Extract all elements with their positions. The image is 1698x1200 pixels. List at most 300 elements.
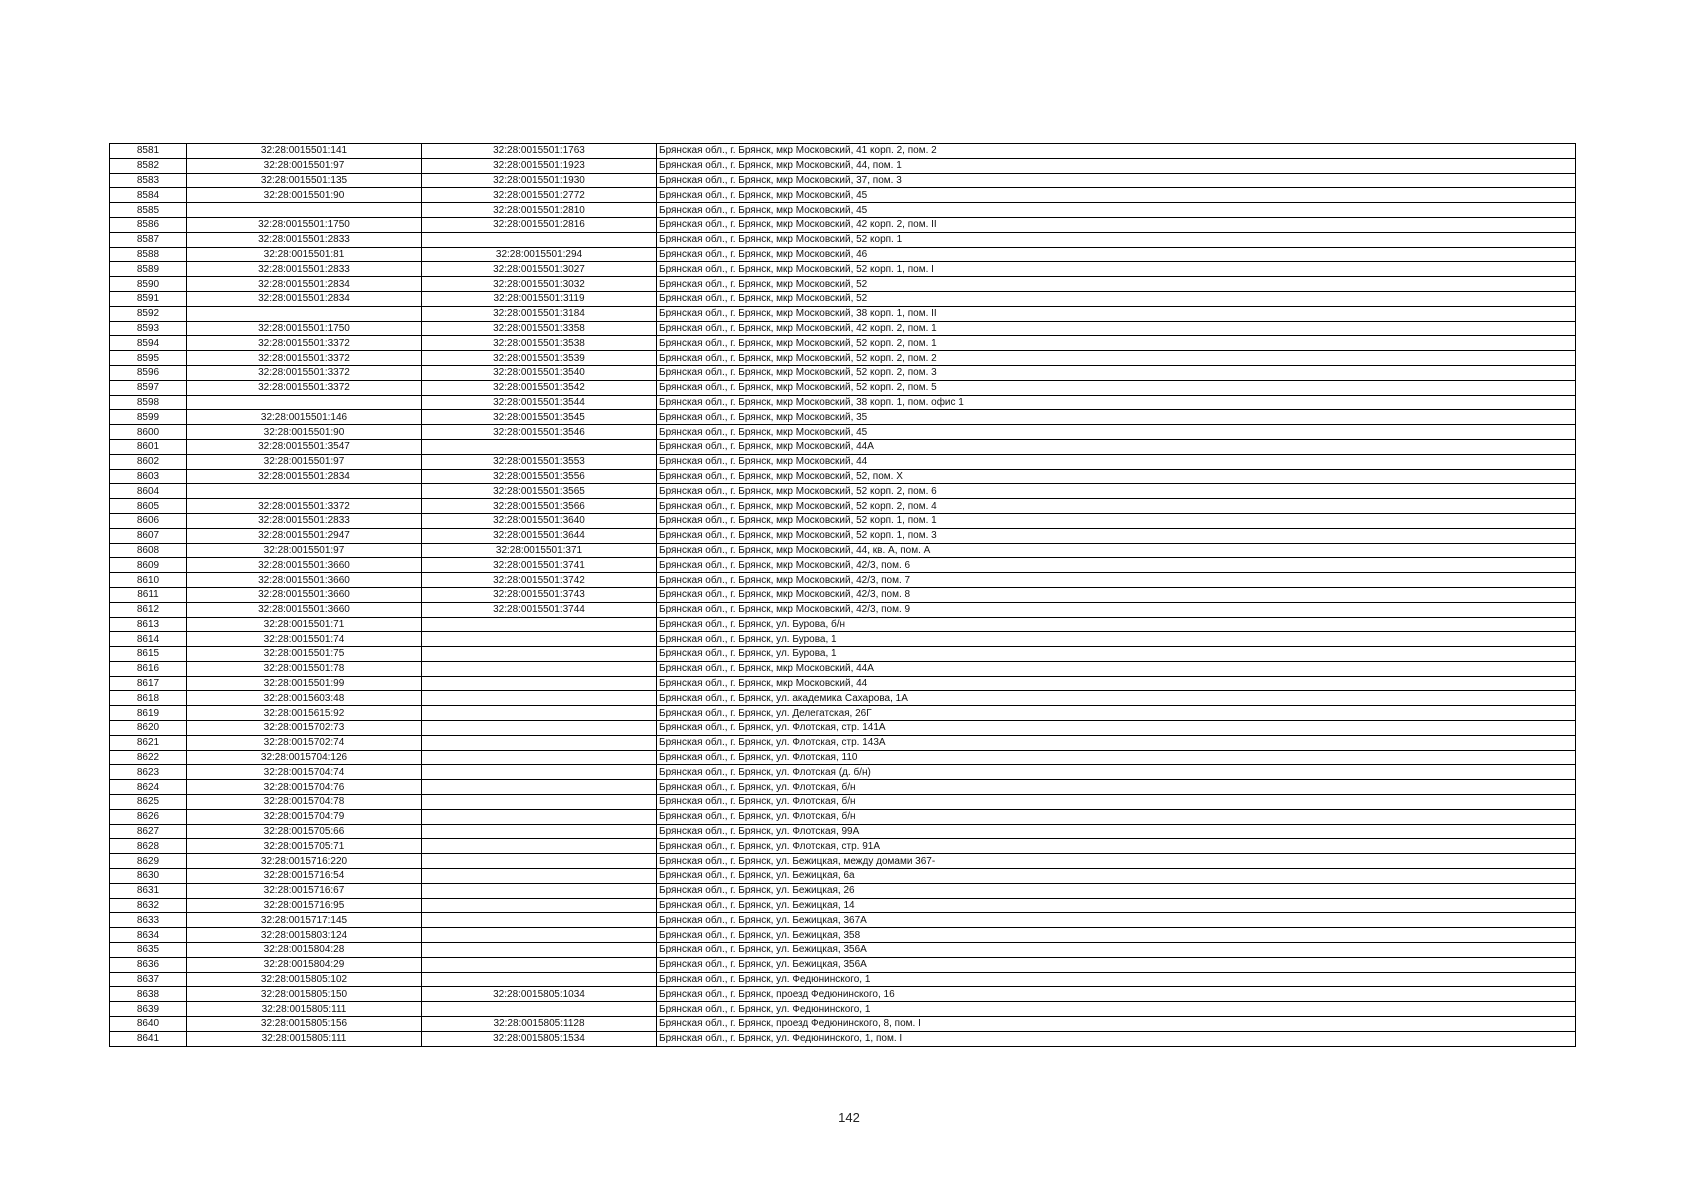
table-row [110, 513, 1576, 528]
object-cadastral-number-cell: 32:28:0015501:3542 [422, 380, 657, 395]
parcel-cadastral-number-cell: 32:28:0015501:97 [187, 454, 422, 469]
parcel-cadastral-number-cell: 32:28:0015716:54 [187, 869, 422, 884]
table-row [110, 765, 1576, 780]
table-row [110, 277, 1576, 292]
row-number-cell: 8599 [110, 410, 187, 425]
address-cell: Брянская обл., г. Брянск, ул. академика Сахарова, 1А [657, 691, 1576, 706]
row-number-cell: 8626 [110, 809, 187, 824]
object-cadastral-number-cell: 32:28:0015501:371 [422, 543, 657, 558]
object-cadastral-number-cell: 32:28:0015501:3742 [422, 573, 657, 588]
row-number-cell: 8589 [110, 262, 187, 277]
table-row [110, 454, 1576, 469]
table-row [110, 913, 1576, 928]
parcel-cadastral-number-cell: 32:28:0015501:3660 [187, 558, 422, 573]
parcel-cadastral-number-cell: 32:28:0015501:90 [187, 425, 422, 440]
parcel-cadastral-number-cell: 32:28:0015805:156 [187, 1017, 422, 1032]
address-cell: Брянская обл., г. Брянск, ул. Флотская, стр. 141А [657, 721, 1576, 736]
table-row [110, 173, 1576, 188]
parcel-cadastral-number-cell: 32:28:0015704:76 [187, 780, 422, 795]
row-number-cell: 8630 [110, 869, 187, 884]
parcel-cadastral-number-cell: 32:28:0015501:3372 [187, 499, 422, 514]
row-number-cell: 8605 [110, 499, 187, 514]
parcel-cadastral-number-cell [187, 203, 422, 218]
object-cadastral-number-cell: 32:28:0015501:3546 [422, 425, 657, 440]
address-cell: Брянская обл., г. Брянск, мкр Московский, 52 корп. 2, пом. 1 [657, 336, 1576, 351]
parcel-cadastral-number-cell: 32:28:0015805:111 [187, 1002, 422, 1017]
parcel-cadastral-number-cell: 32:28:0015704:74 [187, 765, 422, 780]
row-number-cell: 8600 [110, 425, 187, 440]
parcel-cadastral-number-cell: 32:28:0015501:2833 [187, 262, 422, 277]
table-row [110, 750, 1576, 765]
object-cadastral-number-cell [422, 735, 657, 750]
object-cadastral-number-cell: 32:28:0015501:3743 [422, 587, 657, 602]
parcel-cadastral-number-cell: 32:28:0015702:74 [187, 735, 422, 750]
row-number-cell: 8633 [110, 913, 187, 928]
object-cadastral-number-cell [422, 854, 657, 869]
table-row [110, 484, 1576, 499]
object-cadastral-number-cell: 32:28:0015501:3539 [422, 351, 657, 366]
parcel-cadastral-number-cell: 32:28:0015501:97 [187, 158, 422, 173]
parcel-cadastral-number-cell: 32:28:0015501:90 [187, 188, 422, 203]
row-number-cell: 8636 [110, 957, 187, 972]
parcel-cadastral-number-cell: 32:28:0015501:97 [187, 543, 422, 558]
table-row [110, 809, 1576, 824]
object-cadastral-number-cell [422, 765, 657, 780]
row-number-cell: 8631 [110, 883, 187, 898]
address-cell: Брянская обл., г. Брянск, мкр Московский, 52 корп. 1 [657, 232, 1576, 247]
parcel-cadastral-number-cell: 32:28:0015501:2947 [187, 528, 422, 543]
object-cadastral-number-cell [422, 883, 657, 898]
table-row [110, 795, 1576, 810]
parcel-cadastral-number-cell: 32:28:0015704:78 [187, 795, 422, 810]
table-row [110, 499, 1576, 514]
row-number-cell: 8611 [110, 587, 187, 602]
cadastral-table [109, 143, 1576, 1047]
row-number-cell: 8586 [110, 217, 187, 232]
row-number-cell: 8613 [110, 617, 187, 632]
address-cell: Брянская обл., г. Брянск, ул. Бежицкая, 26 [657, 883, 1576, 898]
object-cadastral-number-cell [422, 661, 657, 676]
object-cadastral-number-cell: 32:28:0015501:294 [422, 247, 657, 262]
table-row [110, 987, 1576, 1002]
table-row [110, 558, 1576, 573]
object-cadastral-number-cell: 32:28:0015501:3184 [422, 306, 657, 321]
object-cadastral-number-cell [422, 869, 657, 884]
row-number-cell: 8594 [110, 336, 187, 351]
address-cell: Брянская обл., г. Брянск, ул. Бежицкая, 356А [657, 943, 1576, 958]
object-cadastral-number-cell: 32:28:0015501:2810 [422, 203, 657, 218]
table-row [110, 854, 1576, 869]
address-cell: Брянская обл., г. Брянск, мкр Московский, 41 корп. 2, пом. 2 [657, 144, 1576, 159]
parcel-cadastral-number-cell: 32:28:0015501:146 [187, 410, 422, 425]
parcel-cadastral-number-cell: 32:28:0015501:135 [187, 173, 422, 188]
table-row [110, 957, 1576, 972]
table-row [110, 321, 1576, 336]
address-cell: Брянская обл., г. Брянск, мкр Московский, 44А [657, 661, 1576, 676]
parcel-cadastral-number-cell: 32:28:0015805:111 [187, 1031, 422, 1046]
table-row [110, 691, 1576, 706]
address-cell: Брянская обл., г. Брянск, мкр Московский, 42/3, пом. 6 [657, 558, 1576, 573]
row-number-cell: 8621 [110, 735, 187, 750]
parcel-cadastral-number-cell: 32:28:0015501:141 [187, 144, 422, 159]
table-row [110, 972, 1576, 987]
object-cadastral-number-cell: 32:28:0015805:1128 [422, 1017, 657, 1032]
object-cadastral-number-cell: 32:28:0015501:3544 [422, 395, 657, 410]
address-cell: Брянская обл., г. Брянск, ул. Флотская, 99А [657, 824, 1576, 839]
object-cadastral-number-cell: 32:28:0015501:3566 [422, 499, 657, 514]
address-cell: Брянская обл., г. Брянск, ул. Бежицкая, 6а [657, 869, 1576, 884]
object-cadastral-number-cell [422, 809, 657, 824]
address-cell: Брянская обл., г. Брянск, ул. Флотская, б/н [657, 809, 1576, 824]
address-cell: Брянская обл., г. Брянск, ул. Бежицкая, между домами 367- [657, 854, 1576, 869]
parcel-cadastral-number-cell [187, 306, 422, 321]
table-row [110, 898, 1576, 913]
parcel-cadastral-number-cell: 32:28:0015501:2834 [187, 469, 422, 484]
address-cell: Брянская обл., г. Брянск, мкр Московский, 46 [657, 247, 1576, 262]
table-row [110, 721, 1576, 736]
object-cadastral-number-cell: 32:28:0015501:1763 [422, 144, 657, 159]
object-cadastral-number-cell [422, 972, 657, 987]
table-row [110, 203, 1576, 218]
object-cadastral-number-cell [422, 232, 657, 247]
parcel-cadastral-number-cell: 32:28:0015501:3660 [187, 602, 422, 617]
row-number-cell: 8595 [110, 351, 187, 366]
row-number-cell: 8623 [110, 765, 187, 780]
table-row [110, 617, 1576, 632]
row-number-cell: 8593 [110, 321, 187, 336]
row-number-cell: 8597 [110, 380, 187, 395]
object-cadastral-number-cell: 32:28:0015501:3540 [422, 365, 657, 380]
address-cell: Брянская обл., г. Брянск, мкр Московский, 42/3, пом. 7 [657, 573, 1576, 588]
object-cadastral-number-cell: 32:28:0015501:1923 [422, 158, 657, 173]
object-cadastral-number-cell: 32:28:0015501:3744 [422, 602, 657, 617]
address-cell: Брянская обл., г. Брянск, проезд Федюнинского, 8, пом. I [657, 1017, 1576, 1032]
parcel-cadastral-number-cell: 32:28:0015501:2833 [187, 232, 422, 247]
address-cell: Брянская обл., г. Брянск, мкр Московский, 52 [657, 277, 1576, 292]
row-number-cell: 8582 [110, 158, 187, 173]
table-row [110, 839, 1576, 854]
address-cell: Брянская обл., г. Брянск, мкр Московский, 52 корп. 2, пом. 4 [657, 499, 1576, 514]
parcel-cadastral-number-cell: 32:28:0015501:2834 [187, 291, 422, 306]
row-number-cell: 8602 [110, 454, 187, 469]
parcel-cadastral-number-cell: 32:28:0015501:2834 [187, 277, 422, 292]
address-cell: Брянская обл., г. Брянск, мкр Московский, 44 [657, 454, 1576, 469]
address-cell: Брянская обл., г. Брянск, мкр Московский, 42/3, пом. 9 [657, 602, 1576, 617]
object-cadastral-number-cell: 32:28:0015805:1034 [422, 987, 657, 1002]
address-cell: Брянская обл., г. Брянск, мкр Московский, 52 корп. 1, пом. I [657, 262, 1576, 277]
parcel-cadastral-number-cell: 32:28:0015702:73 [187, 721, 422, 736]
object-cadastral-number-cell: 32:28:0015501:3565 [422, 484, 657, 499]
table-row [110, 602, 1576, 617]
row-number-cell: 8587 [110, 232, 187, 247]
parcel-cadastral-number-cell: 32:28:0015501:3547 [187, 439, 422, 454]
row-number-cell: 8634 [110, 928, 187, 943]
parcel-cadastral-number-cell: 32:28:0015704:126 [187, 750, 422, 765]
table-row [110, 543, 1576, 558]
row-number-cell: 8581 [110, 144, 187, 159]
row-number-cell: 8598 [110, 395, 187, 410]
table-row [110, 647, 1576, 662]
object-cadastral-number-cell [422, 721, 657, 736]
address-cell: Брянская обл., г. Брянск, мкр Московский, 38 корп. 1, пом. II [657, 306, 1576, 321]
parcel-cadastral-number-cell: 32:28:0015615:92 [187, 706, 422, 721]
table-row [110, 928, 1576, 943]
parcel-cadastral-number-cell: 32:28:0015805:102 [187, 972, 422, 987]
table-row [110, 144, 1576, 159]
address-cell: Брянская обл., г. Брянск, мкр Московский, 44, пом. 1 [657, 158, 1576, 173]
object-cadastral-number-cell: 32:28:0015501:3032 [422, 277, 657, 292]
address-cell: Брянская обл., г. Брянск, ул. Делегатская, 26Г [657, 706, 1576, 721]
table-row [110, 469, 1576, 484]
object-cadastral-number-cell [422, 617, 657, 632]
table-row [110, 661, 1576, 676]
row-number-cell: 8629 [110, 854, 187, 869]
address-cell: Брянская обл., г. Брянск, ул. Бежицкая, 367А [657, 913, 1576, 928]
object-cadastral-number-cell [422, 647, 657, 662]
row-number-cell: 8639 [110, 1002, 187, 1017]
address-cell: Брянская обл., г. Брянск, мкр Московский, 52 корп. 1, пом. 1 [657, 513, 1576, 528]
object-cadastral-number-cell [422, 1002, 657, 1017]
table-row [110, 883, 1576, 898]
address-cell: Брянская обл., г. Брянск, проезд Федюнинского, 16 [657, 987, 1576, 1002]
table-row [110, 1031, 1576, 1046]
parcel-cadastral-number-cell: 32:28:0015501:3372 [187, 336, 422, 351]
parcel-cadastral-number-cell: 32:28:0015803:124 [187, 928, 422, 943]
object-cadastral-number-cell: 32:28:0015501:2772 [422, 188, 657, 203]
address-cell: Брянская обл., г. Брянск, мкр Московский, 44 [657, 676, 1576, 691]
parcel-cadastral-number-cell: 32:28:0015501:1750 [187, 321, 422, 336]
object-cadastral-number-cell [422, 780, 657, 795]
address-cell: Брянская обл., г. Брянск, ул. Флотская, б/н [657, 780, 1576, 795]
row-number-cell: 8607 [110, 528, 187, 543]
row-number-cell: 8640 [110, 1017, 187, 1032]
row-number-cell: 8637 [110, 972, 187, 987]
row-number-cell: 8588 [110, 247, 187, 262]
address-cell: Брянская обл., г. Брянск, ул. Флотская (д. б/н) [657, 765, 1576, 780]
object-cadastral-number-cell [422, 632, 657, 647]
object-cadastral-number-cell [422, 676, 657, 691]
row-number-cell: 8617 [110, 676, 187, 691]
table-row [110, 869, 1576, 884]
row-number-cell: 8632 [110, 898, 187, 913]
object-cadastral-number-cell: 32:28:0015501:3545 [422, 410, 657, 425]
parcel-cadastral-number-cell: 32:28:0015804:29 [187, 957, 422, 972]
table-row [110, 824, 1576, 839]
parcel-cadastral-number-cell: 32:28:0015705:66 [187, 824, 422, 839]
parcel-cadastral-number-cell: 32:28:0015501:3660 [187, 587, 422, 602]
parcel-cadastral-number-cell: 32:28:0015804:28 [187, 943, 422, 958]
parcel-cadastral-number-cell: 32:28:0015501:3372 [187, 380, 422, 395]
table-row [110, 573, 1576, 588]
row-number-cell: 8609 [110, 558, 187, 573]
table-row [110, 336, 1576, 351]
address-cell: Брянская обл., г. Брянск, мкр Московский, 42/3, пом. 8 [657, 587, 1576, 602]
table-row [110, 943, 1576, 958]
address-cell: Брянская обл., г. Брянск, мкр Московский, 52 корп. 2, пом. 5 [657, 380, 1576, 395]
parcel-cadastral-number-cell: 32:28:0015716:67 [187, 883, 422, 898]
row-number-cell: 8620 [110, 721, 187, 736]
object-cadastral-number-cell: 32:28:0015501:3644 [422, 528, 657, 543]
address-cell: Брянская обл., г. Брянск, мкр Московский, 52 корп. 2, пом. 2 [657, 351, 1576, 366]
row-number-cell: 8592 [110, 306, 187, 321]
table-row [110, 735, 1576, 750]
address-cell: Брянская обл., г. Брянск, мкр Московский, 45 [657, 425, 1576, 440]
object-cadastral-number-cell [422, 691, 657, 706]
table-row [110, 587, 1576, 602]
parcel-cadastral-number-cell: 32:28:0015501:78 [187, 661, 422, 676]
object-cadastral-number-cell [422, 913, 657, 928]
object-cadastral-number-cell: 32:28:0015501:3358 [422, 321, 657, 336]
address-cell: Брянская обл., г. Брянск, ул. Бурова, 1 [657, 632, 1576, 647]
row-number-cell: 8615 [110, 647, 187, 662]
row-number-cell: 8601 [110, 439, 187, 454]
row-number-cell: 8584 [110, 188, 187, 203]
object-cadastral-number-cell [422, 706, 657, 721]
parcel-cadastral-number-cell: 32:28:0015704:79 [187, 809, 422, 824]
object-cadastral-number-cell: 32:28:0015501:1930 [422, 173, 657, 188]
object-cadastral-number-cell [422, 928, 657, 943]
object-cadastral-number-cell [422, 439, 657, 454]
parcel-cadastral-number-cell: 32:28:0015501:3372 [187, 365, 422, 380]
table-row [110, 1002, 1576, 1017]
row-number-cell: 8606 [110, 513, 187, 528]
table-row [110, 232, 1576, 247]
parcel-cadastral-number-cell: 32:28:0015716:95 [187, 898, 422, 913]
parcel-cadastral-number-cell: 32:28:0015501:3372 [187, 351, 422, 366]
address-cell: Брянская обл., г. Брянск, мкр Московский, 52 корп. 2, пом. 3 [657, 365, 1576, 380]
address-cell: Брянская обл., г. Брянск, мкр Московский, 52 корп. 2, пом. 6 [657, 484, 1576, 499]
row-number-cell: 8625 [110, 795, 187, 810]
row-number-cell: 8618 [110, 691, 187, 706]
page-number: 142 [838, 1110, 860, 1125]
address-cell: Брянская обл., г. Брянск, мкр Московский, 44, кв. А, пом. А [657, 543, 1576, 558]
table-row [110, 780, 1576, 795]
row-number-cell: 8604 [110, 484, 187, 499]
object-cadastral-number-cell [422, 824, 657, 839]
row-number-cell: 8628 [110, 839, 187, 854]
address-cell: Брянская обл., г. Брянск, мкр Московский, 52 [657, 291, 1576, 306]
address-cell: Брянская обл., г. Брянск, ул. Флотская, б/н [657, 795, 1576, 810]
object-cadastral-number-cell: 32:28:0015501:3640 [422, 513, 657, 528]
object-cadastral-number-cell: 32:28:0015501:3027 [422, 262, 657, 277]
address-cell: Брянская обл., г. Брянск, ул. Флотская, 110 [657, 750, 1576, 765]
address-cell: Брянская обл., г. Брянск, мкр Московский, 45 [657, 188, 1576, 203]
parcel-cadastral-number-cell: 32:28:0015805:150 [187, 987, 422, 1002]
row-number-cell: 8610 [110, 573, 187, 588]
row-number-cell: 8635 [110, 943, 187, 958]
object-cadastral-number-cell: 32:28:0015501:3741 [422, 558, 657, 573]
object-cadastral-number-cell: 32:28:0015501:3538 [422, 336, 657, 351]
row-number-cell: 8596 [110, 365, 187, 380]
table-row [110, 291, 1576, 306]
address-cell: Брянская обл., г. Брянск, мкр Московский, 42 корп. 2, пом. 1 [657, 321, 1576, 336]
address-cell: Брянская обл., г. Брянск, ул. Федюнинского, 1 [657, 1002, 1576, 1017]
object-cadastral-number-cell: 32:28:0015501:2816 [422, 217, 657, 232]
address-cell: Брянская обл., г. Брянск, мкр Московский, 52, пом. X [657, 469, 1576, 484]
row-number-cell: 8608 [110, 543, 187, 558]
row-number-cell: 8591 [110, 291, 187, 306]
address-cell: Брянская обл., г. Брянск, ул. Федюнинского, 1, пом. I [657, 1031, 1576, 1046]
parcel-cadastral-number-cell: 32:28:0015501:74 [187, 632, 422, 647]
address-cell: Брянская обл., г. Брянск, мкр Московский, 37, пом. 3 [657, 173, 1576, 188]
object-cadastral-number-cell [422, 839, 657, 854]
parcel-cadastral-number-cell: 32:28:0015501:99 [187, 676, 422, 691]
row-number-cell: 8624 [110, 780, 187, 795]
table-row [110, 217, 1576, 232]
address-cell: Брянская обл., г. Брянск, ул. Бурова, 1 [657, 647, 1576, 662]
parcel-cadastral-number-cell: 32:28:0015501:75 [187, 647, 422, 662]
address-cell: Брянская обл., г. Брянск, мкр Московский, 38 корп. 1, пом. офис 1 [657, 395, 1576, 410]
address-cell: Брянская обл., г. Брянск, мкр Московский, 44А [657, 439, 1576, 454]
parcel-cadastral-number-cell: 32:28:0015501:71 [187, 617, 422, 632]
row-number-cell: 8583 [110, 173, 187, 188]
table-row [110, 351, 1576, 366]
table-row [110, 632, 1576, 647]
parcel-cadastral-number-cell: 32:28:0015501:2833 [187, 513, 422, 528]
parcel-cadastral-number-cell: 32:28:0015705:71 [187, 839, 422, 854]
row-number-cell: 8590 [110, 277, 187, 292]
address-cell: Брянская обл., г. Брянск, мкр Московский, 45 [657, 203, 1576, 218]
address-cell: Брянская обл., г. Брянск, ул. Флотская, стр. 91А [657, 839, 1576, 854]
parcel-cadastral-number-cell: 32:28:0015501:3660 [187, 573, 422, 588]
row-number-cell: 8638 [110, 987, 187, 1002]
row-number-cell: 8614 [110, 632, 187, 647]
address-cell: Брянская обл., г. Брянск, ул. Бежицкая, 358 [657, 928, 1576, 943]
object-cadastral-number-cell: 32:28:0015501:3553 [422, 454, 657, 469]
table-row [110, 247, 1576, 262]
parcel-cadastral-number-cell: 32:28:0015501:81 [187, 247, 422, 262]
address-cell: Брянская обл., г. Брянск, ул. Бежицкая, 14 [657, 898, 1576, 913]
object-cadastral-number-cell [422, 795, 657, 810]
address-cell: Брянская обл., г. Брянск, мкр Московский, 52 корп. 1, пом. 3 [657, 528, 1576, 543]
row-number-cell: 8627 [110, 824, 187, 839]
row-number-cell: 8641 [110, 1031, 187, 1046]
address-cell: Брянская обл., г. Брянск, ул. Федюнинского, 1 [657, 972, 1576, 987]
row-number-cell: 8612 [110, 602, 187, 617]
object-cadastral-number-cell [422, 750, 657, 765]
table-row [110, 425, 1576, 440]
row-number-cell: 8585 [110, 203, 187, 218]
parcel-cadastral-number-cell: 32:28:0015717:145 [187, 913, 422, 928]
address-cell: Брянская обл., г. Брянск, мкр Московский, 35 [657, 410, 1576, 425]
table-row [110, 706, 1576, 721]
parcel-cadastral-number-cell [187, 395, 422, 410]
table-row [110, 410, 1576, 425]
table-row [110, 395, 1576, 410]
row-number-cell: 8603 [110, 469, 187, 484]
table-row [110, 158, 1576, 173]
address-cell: Брянская обл., г. Брянск, ул. Бежицкая, 356А [657, 957, 1576, 972]
object-cadastral-number-cell [422, 957, 657, 972]
table-row [110, 528, 1576, 543]
address-cell: Брянская обл., г. Брянск, ул. Флотская, стр. 143А [657, 735, 1576, 750]
address-cell: Брянская обл., г. Брянск, мкр Московский, 42 корп. 2, пом. II [657, 217, 1576, 232]
parcel-cadastral-number-cell: 32:28:0015603:48 [187, 691, 422, 706]
object-cadastral-number-cell: 32:28:0015805:1534 [422, 1031, 657, 1046]
object-cadastral-number-cell [422, 943, 657, 958]
table-row [110, 676, 1576, 691]
table-row [110, 262, 1576, 277]
object-cadastral-number-cell: 32:28:0015501:3556 [422, 469, 657, 484]
table-row [110, 365, 1576, 380]
parcel-cadastral-number-cell [187, 484, 422, 499]
table-row [110, 380, 1576, 395]
address-cell: Брянская обл., г. Брянск, ул. Бурова, б/н [657, 617, 1576, 632]
table-body [110, 144, 1576, 1047]
table-row [110, 1017, 1576, 1032]
row-number-cell: 8619 [110, 706, 187, 721]
row-number-cell: 8616 [110, 661, 187, 676]
